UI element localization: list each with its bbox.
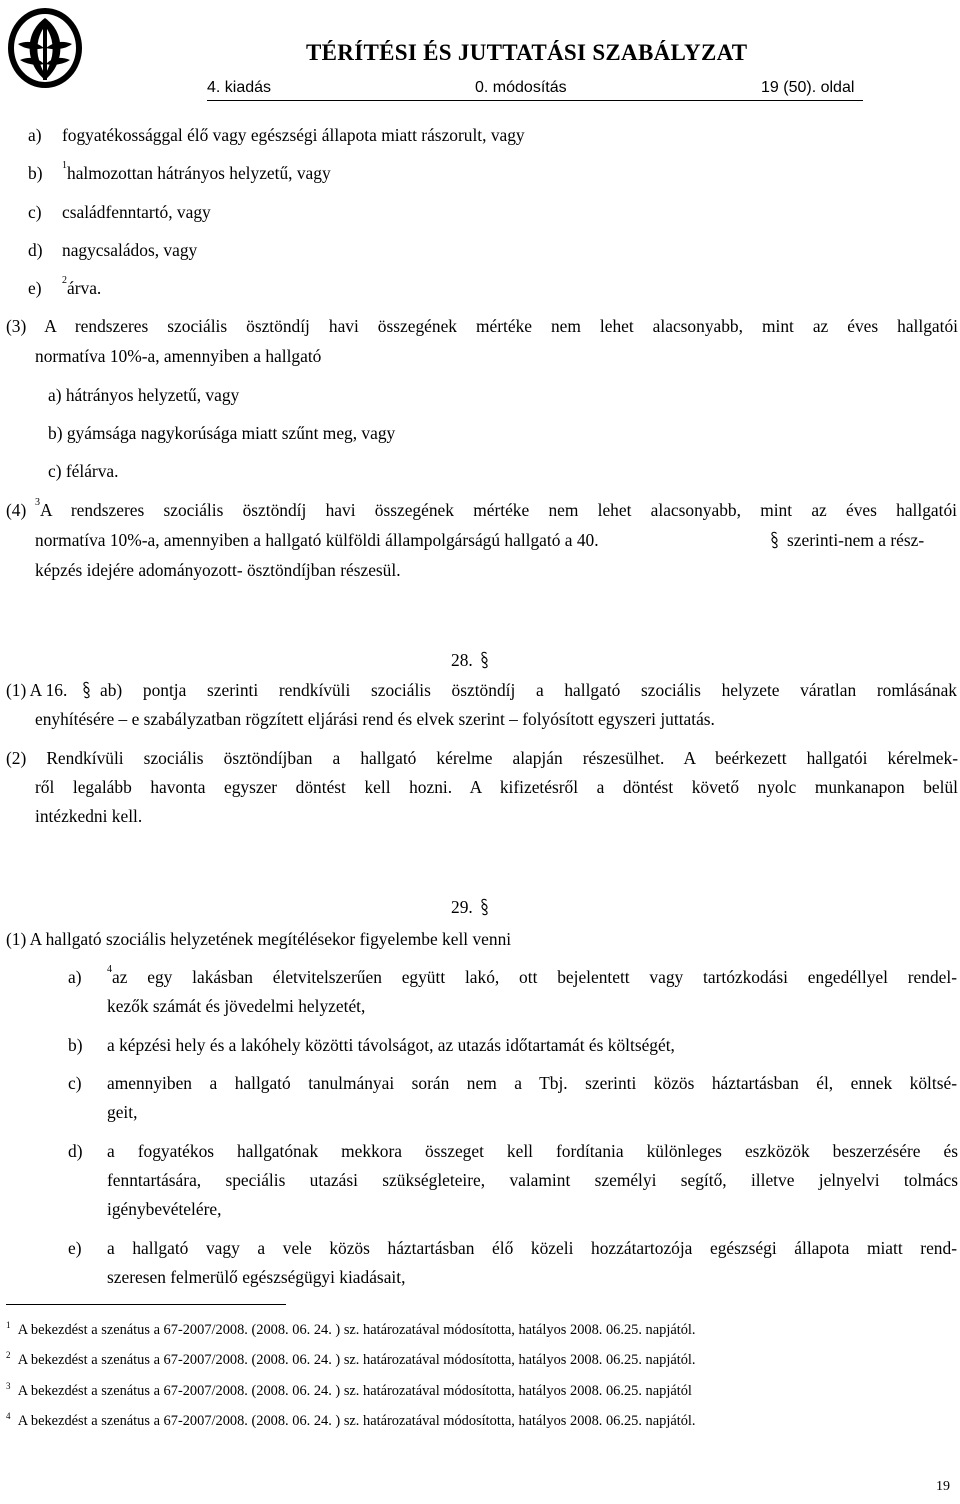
page-number: 19 — [936, 1479, 950, 1494]
footnote-text: A bekezdést a szenátus a 67-2007/2008. (2008. 06. 24. ) sz. határozatával módosította, hatályos 2008. 06.25. napjától — [17, 1383, 692, 1399]
list-item-marker: e) — [68, 1238, 82, 1258]
footnote — [6, 1322, 696, 1339]
list-item: a fogyatékos hallgatónak mekkora összeget kell fordítania különleges eszközök beszerzésére és — [107, 1141, 958, 1161]
section-sign-icon — [82, 681, 91, 699]
section-heading: 29. — [451, 897, 473, 917]
page-reference: 19 (50). oldal — [761, 79, 855, 96]
paragraph-text: ab) pontja szerinti rendkívüli szociális ösztöndíj a hallgató szociális helyzete váratlan romlásának — [100, 680, 957, 700]
list-item-marker: b) — [28, 163, 43, 183]
list-item-marker: b) — [68, 1035, 83, 1055]
paragraph-text: enyhítésére – e szabályzatban rögzített eljárási rend és elvek szerint – folyósított egyszeri juttatás. — [35, 709, 715, 729]
list-item: a képzési hely és a lakóhely közötti távolságot, az utazás időtartamát és költségét, — [107, 1035, 675, 1055]
list-item-marker: c) — [68, 1073, 82, 1093]
list-item — [62, 275, 102, 299]
footnote-number: 1 — [6, 1320, 11, 1330]
footnote — [6, 1352, 696, 1369]
footnote-number: 3 — [6, 1381, 11, 1391]
paragraph-4-text: A rendszeres szociális ösztöndíj havi összegének mértéke nem lehet alacsonyabb, mint az éves hallgatói — [40, 500, 957, 520]
footnote-number: 2 — [6, 1350, 11, 1360]
list-item-marker: a) — [68, 967, 82, 987]
footnote-ref: 2 — [62, 275, 67, 286]
paragraph-3-line: normatíva 10%-a, amennyiben a hallgató — [35, 346, 322, 366]
list-item-marker: d) — [28, 240, 43, 260]
list-item: szeresen felmerülő egészségügyi kiadásait, — [107, 1267, 406, 1287]
list-item-marker: d) — [68, 1141, 83, 1161]
list-item: nagycsaládos, vagy — [62, 240, 198, 260]
paragraph-4-number: (4) — [6, 500, 27, 520]
list-item-marker: c) — [28, 202, 42, 222]
paragraph-4-line: normatíva 10%-a, amennyiben a hallgató külföldi állampolgárságú hallgató a 40. — [35, 530, 599, 550]
list-item: geit, — [107, 1102, 138, 1122]
list-item: családfenntartó, vagy — [62, 202, 211, 222]
paragraph-4-line: szerinti-nem a rész- — [787, 530, 925, 550]
paragraph-text: intézkedni kell. — [35, 806, 143, 826]
paragraph-text: (1) A 16. — [6, 680, 68, 700]
list-item: amennyiben a hallgató tanulmányai során nem a Tbj. szerinti közös háztartásban él, ennek költsé- — [107, 1073, 957, 1093]
paragraph-4-line — [35, 497, 957, 521]
footnote-ref: 3 — [35, 497, 40, 508]
paragraph-text: (1) A hallgató szociális helyzetének megítélésekor figyelembe kell venni — [6, 929, 512, 949]
footnote-text: A bekezdést a szenátus a 67-2007/2008. (2008. 06. 24. ) sz. határozatával módosította, hatályos 2008. 06.25. napjától. — [17, 1352, 696, 1368]
list-item — [62, 160, 331, 184]
list-item: c) félárva. — [48, 461, 119, 481]
paragraph-3-line: (3) A rendszeres szociális ösztöndíj havi összegének mértéke nem lehet alacsonyabb, mint az éves hallgatói — [6, 316, 958, 336]
list-item: fenntartására, speciális utazási szükségleteire, valamint személyi segítő, illetve jelnyelvi tolmács — [107, 1170, 958, 1190]
list-item — [107, 964, 957, 988]
section-sign-icon — [480, 651, 489, 669]
list-item: b) gyámsága nagykorúsága miatt szűnt meg, vagy — [48, 423, 396, 443]
list-item: kezők számát és jövedelmi helyzetét, — [107, 996, 366, 1016]
document-title: TÉRÍTÉSI ÉS JUTTATÁSI SZABÁLYZAT — [306, 40, 748, 65]
header-rule — [207, 100, 863, 101]
paragraph-4-line: képzés idejére adományozott- ösztöndíjban részesül. — [35, 560, 401, 580]
paragraph-text: (2) Rendkívüli szociális ösztöndíjban a hallgató kérelme alapján részesülhet. A beérkezett hallgatói kérelmek- — [6, 748, 958, 768]
list-item-text: az egy lakásban életvitelszerűen együtt lakó, ott bejelentett vagy tartózkodási engedéllyel rendel- — [112, 967, 957, 987]
footnote-separator — [6, 1304, 286, 1305]
list-item: a) hátrányos helyzetű, vagy — [48, 385, 240, 405]
section-heading: 28. — [451, 650, 473, 670]
list-item-marker: e) — [28, 278, 42, 298]
edition-label: 4. kiadás — [207, 79, 272, 96]
footnote — [6, 1383, 692, 1400]
list-item: fogyatékossággal élő vagy egészségi állapota miatt rászorult, vagy — [62, 125, 525, 145]
list-item: a hallgató vagy a vele közös háztartásban élő közeli hozzátartozója egészségi állapota miatt rend- — [107, 1238, 957, 1258]
section-sign-icon — [480, 898, 489, 916]
footnote-ref: 4 — [107, 964, 112, 975]
university-logo — [4, 4, 86, 92]
footnote-ref: 1 — [62, 160, 67, 171]
footnote — [6, 1413, 696, 1430]
footnote-number: 4 — [6, 1411, 11, 1421]
footnote-text: A bekezdést a szenátus a 67-2007/2008. (2008. 06. 24. ) sz. határozatával módosította, hatályos 2008. 06.25. napjától. — [17, 1322, 696, 1338]
list-item-marker: a) — [28, 125, 42, 145]
paragraph-text: ről legalább havonta egyszer döntést kell hozni. A kifizetésről a döntést követő nyolc munkanapon belül — [35, 777, 958, 797]
list-item: igénybevételére, — [107, 1199, 222, 1219]
modification-label: 0. módosítás — [475, 79, 567, 96]
list-item-text: árva. — [67, 278, 102, 298]
footnote-text: A bekezdést a szenátus a 67-2007/2008. (2008. 06. 24. ) sz. határozatával módosította, hatályos 2008. 06.25. napjától. — [17, 1413, 696, 1429]
section-sign-icon — [770, 531, 779, 549]
list-item-text: halmozottan hátrányos helyzetű, vagy — [67, 163, 331, 183]
